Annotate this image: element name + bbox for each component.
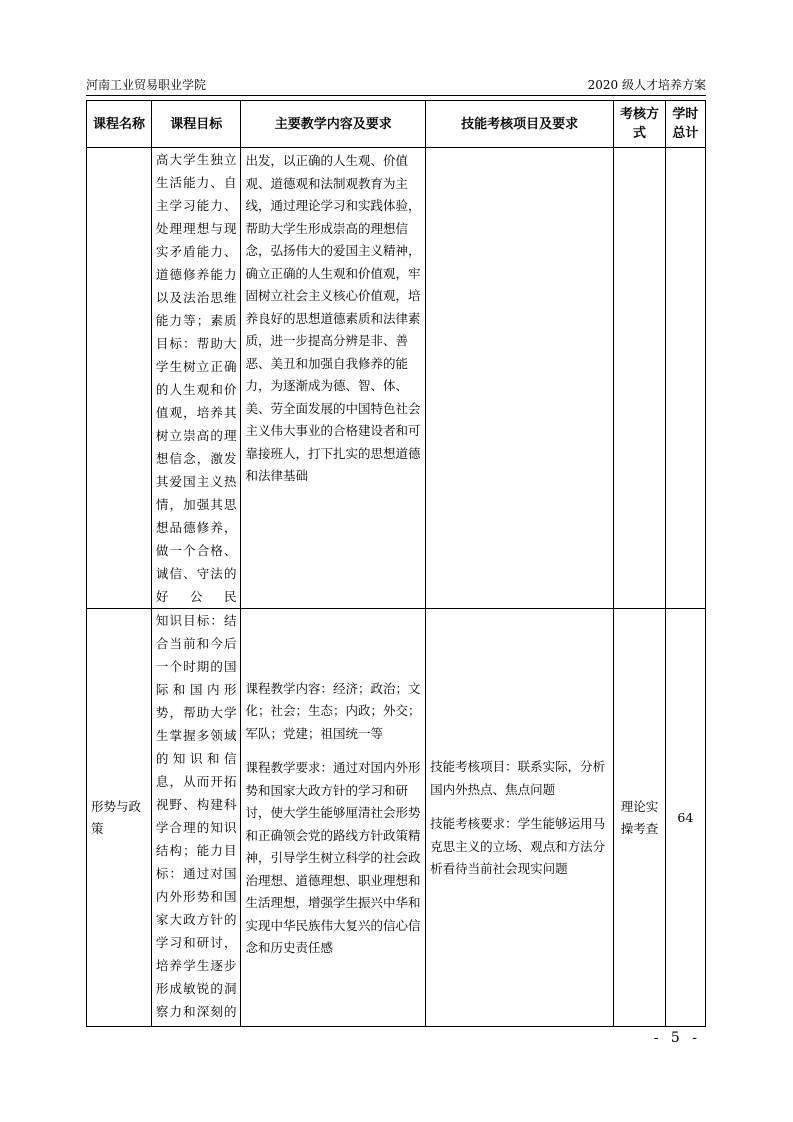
table-header-row [87,101,706,148]
content-teaching-content: 课程教学内容：经济；政治；文化；社会；生态；内政；外交；军队；党建；祖国统一等 [245,680,421,741]
cell-total-hours [665,148,705,609]
table-row [87,609,706,1027]
content-teaching-requirements: 课程教学要求：通过对国内外形势和国家大政方针的学习和研讨，使大学生能够厘清社会形势和正确领会党的路线方针政策精神，引导学生树立科学的社会政治理想、道德理想、职业理想和生活理想，增强学生振兴中华和实现中华民族伟大复兴的信心信念和历史责任感 [245,760,421,955]
curriculum-table [86,100,706,1027]
header-total-hours: 学时总计 [665,101,705,148]
header-school-name: 河南工业贸易职业学院 [86,78,207,92]
cell-course-name [87,148,152,609]
cell-main-content: 出发，以正确的人生观、价值观、道德观和法制观教育为主线，通过理论学习和实践体验，帮助大学生形成崇高的理想信念，弘扬伟大的爱国主义精神，确立正确的人生观和价值观，牢固树立社会主义核心价值观，培养良好的思想道德素质和法律素质，进一步提高分辨是非、善恶、美丑和加强自我修养的能力，为逐渐成为德、智、体、美、劳全面发展的中国特色社会主义伟大事业的合格建设者和可靠接班人，打下扎实的思想道德和法律基础 [241,148,426,609]
header-main-content: 主要教学内容及要求 [241,101,426,148]
cell-skill-assessment [426,148,614,609]
skill-assessment-item: 技能考核项目：联系实际，分析国内外热点、焦点问题 [430,759,606,797]
header-course-goal: 课程目标 [151,101,241,148]
cell-course-name: 形势与政策 [87,609,152,1027]
cell-assessment-method: 理论实操考查 [614,609,665,1027]
skill-assessment-requirement: 技能考核要求：学生能够运用马克思主义的立场、观点和方法分析看待当前社会现实问题 [430,816,606,877]
cell-assessment-method [614,148,665,609]
header-document-title: 2020 级人才培养方案 [587,78,706,92]
cell-total-hours: 64 [665,609,705,1027]
cell-main-content [241,609,426,1027]
cell-course-goal: 高大学生独立生活能力、自主学习能力、处理理想与现实矛盾能力、道德修养能力以及法治思维能力等；素质目标：帮助大学生树立正确的人生观和价值观，培养其树立崇高的理想信念，激发其爱国主义热情，加强其思想品德修养，做一个合格、诚信、守法的好公民 [151,148,241,609]
header-skill-assessment: 技能考核项目及要求 [426,101,614,148]
page-number: - 5 - [653,1030,701,1046]
cell-skill-assessment [426,609,614,1027]
header-course-name: 课程名称 [87,101,152,148]
header-assessment-method: 考核方式 [614,101,665,148]
header-divider [86,95,706,96]
table-row [87,148,706,609]
cell-course-goal: 知识目标：结合当前和今后一个时期的国际和国内形势，帮助大学生掌握多领域的知识和信息，从而开拓视野、构建科学合理的知识结构；能力目标：通过对国内外形势和国家大政方针的学习和研讨，培养学生逐步形成敏锐的洞察力和深刻的 [151,609,241,1027]
